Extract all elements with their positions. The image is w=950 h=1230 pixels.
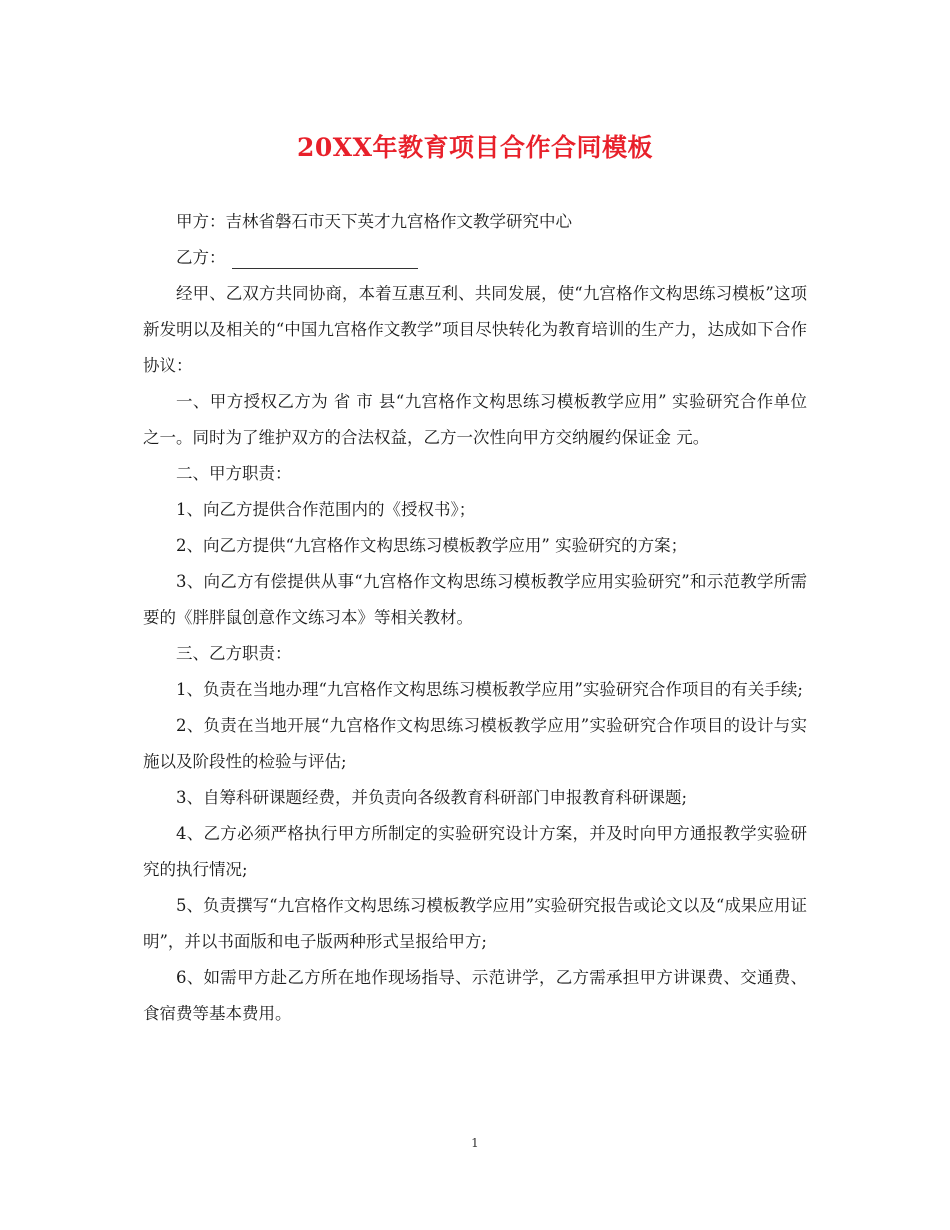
paragraph: 3、向乙方有偿提供从事“九宫格作文构思练习模板教学应用实验研究”和示范教学所需要的《胖胖鼠创意作文练习本》等相关教材。 xyxy=(143,572,807,627)
party-a-label: 甲方： xyxy=(176,212,226,231)
paragraph: 1、向乙方提供合作范围内的《授权书》； xyxy=(176,500,476,519)
paragraph: 3、自筹科研课题经费，并负责向各级教育科研部门申报教育科研课题; xyxy=(176,788,688,807)
paragraph: 6、如需甲方赴乙方所在地作现场指导、示范讲学，乙方需承担甲方讲课费、交通费、食宿费等基本费用。 xyxy=(143,968,807,1023)
party-b-blank-line xyxy=(232,246,418,269)
party-b-label: 乙方： xyxy=(176,248,226,267)
party-a-value: 吉林省磐石市天下英才九宫格作文教学研究中心 xyxy=(225,212,572,231)
paragraph: 2、向乙方提供“九宫格作文构思练习模板教学应用” 实验研究的方案； xyxy=(176,536,688,555)
party-a-line xyxy=(143,204,807,240)
paragraph: 5、负责撰写“九宫格作文构思练习模板教学应用”实验研究报告或论文以及“成果应用证明”，并以书面版和电子版两种形式呈报给甲方; xyxy=(143,896,807,951)
paragraph: 1、负责在当地办理“九宫格作文构思练习模板教学应用”实验研究合作项目的有关手续; xyxy=(176,680,803,699)
page-number: 1 xyxy=(471,1136,479,1150)
paragraph: 一、甲方授权乙方为 省 市 县“九宫格作文构思练习模板教学应用” 实验研究合作单位之一。同时为了维护双方的合法权益，乙方一次性向甲方交纳履约保证金 元。 xyxy=(143,392,807,447)
paragraph: 2、负责在当地开展“九宫格作文构思练习模板教学应用”实验研究合作项目的设计与实施以及阶段性的检验与评估; xyxy=(143,716,807,771)
document-title: 20XX年教育项目合作合同模板 xyxy=(296,133,654,162)
paragraph: 4、乙方必须严格执行甲方所制定的实验研究设计方案，并及时向甲方通报教学实验研究的执行情况; xyxy=(143,824,807,879)
paragraph: 二、甲方职责： xyxy=(176,464,292,483)
party-b-line xyxy=(143,240,807,276)
paragraph: 三、乙方职责： xyxy=(176,644,292,663)
paragraph: 经甲、乙双方共同协商，本着互惠互利、共同发展，使“九宫格作文构思练习模板”这项新发明以及相关的“中国九宫格作文教学”项目尽快转化为教育培训的生产力，达成如下合作协议： xyxy=(143,284,807,375)
document-body xyxy=(143,204,807,1032)
